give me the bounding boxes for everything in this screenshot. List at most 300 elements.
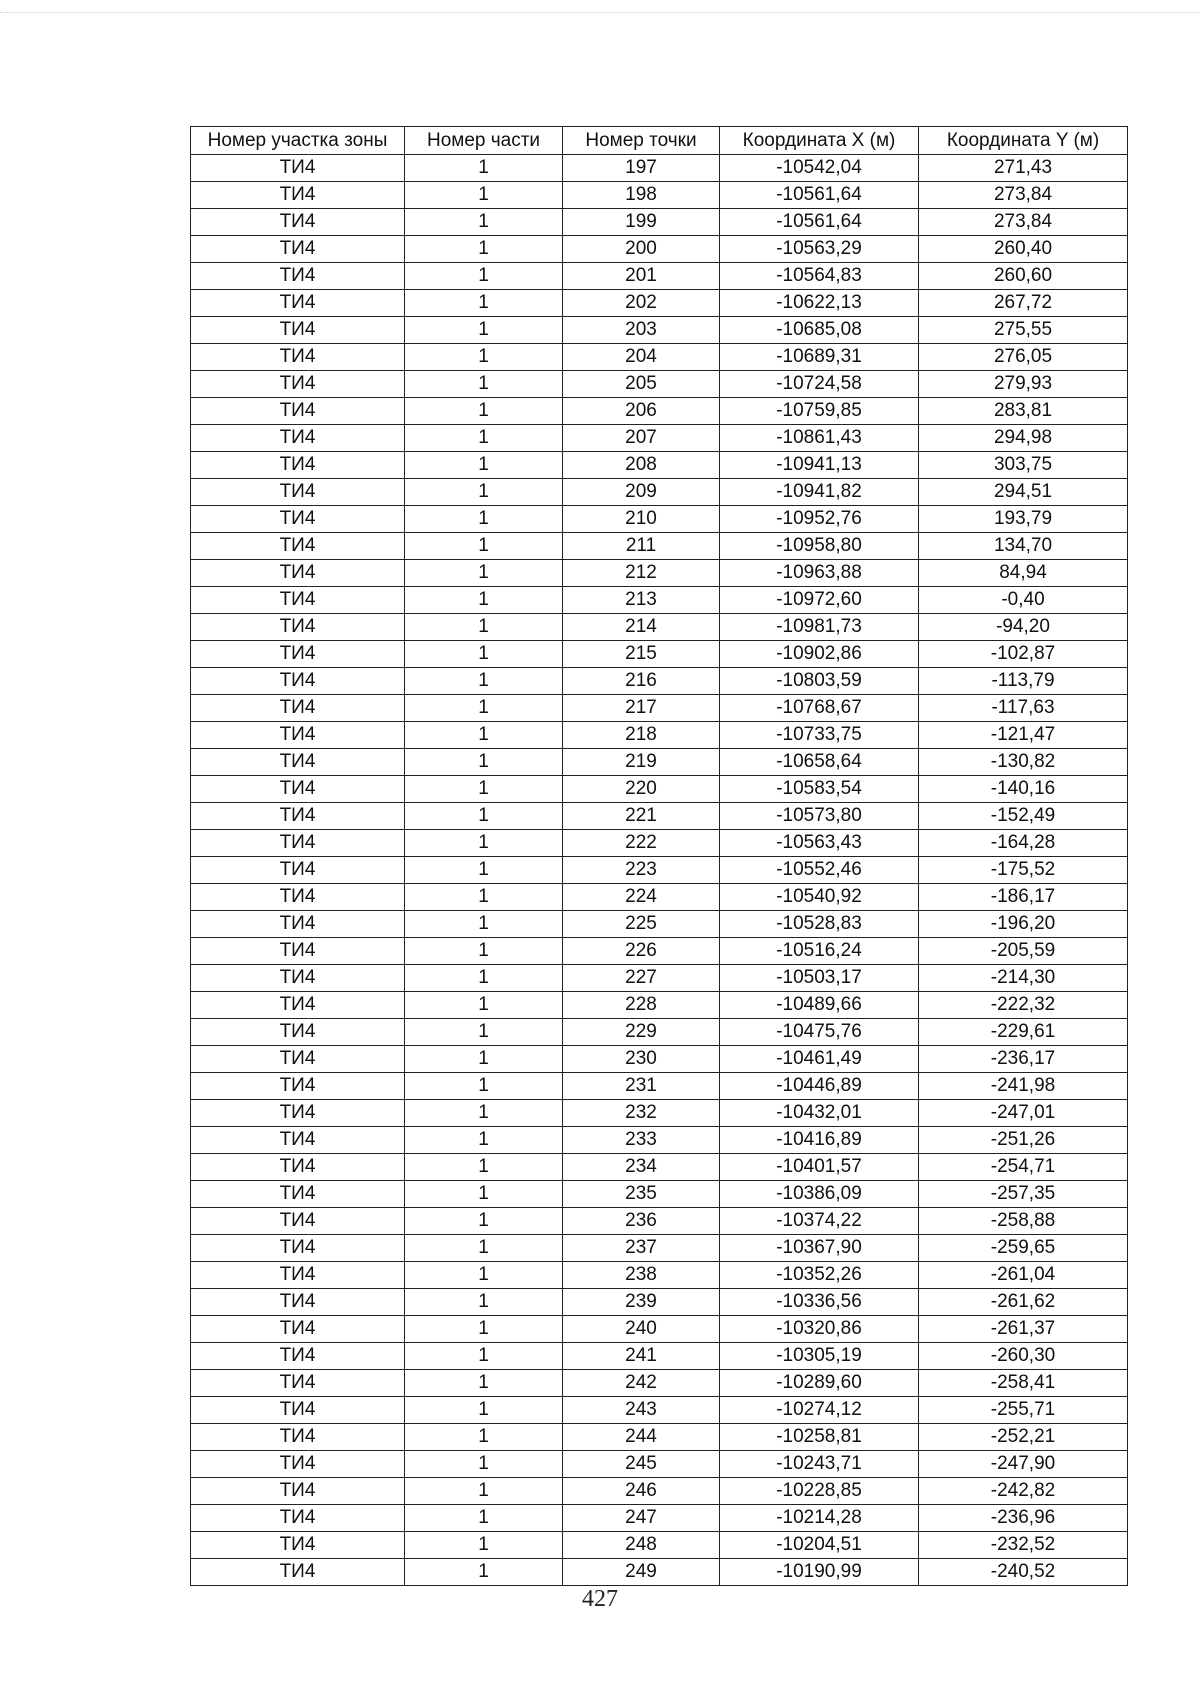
coordinate-y-cell: 271,43 (919, 155, 1128, 182)
coordinate-y-cell: -261,62 (919, 1289, 1128, 1316)
part-number-cell: 1 (405, 236, 563, 263)
coordinate-x-cell: -10503,17 (720, 965, 919, 992)
zone-section-cell: ТИ4 (191, 1235, 405, 1262)
part-number-cell: 1 (405, 1532, 563, 1559)
table-row (191, 641, 1128, 668)
part-number-cell: 1 (405, 533, 563, 560)
point-number-cell: 242 (563, 1370, 720, 1397)
point-number-cell: 237 (563, 1235, 720, 1262)
table-row (191, 506, 1128, 533)
point-number-cell: 226 (563, 938, 720, 965)
point-number-cell: 197 (563, 155, 720, 182)
part-number-cell: 1 (405, 911, 563, 938)
zone-section-cell: ТИ4 (191, 1532, 405, 1559)
table-row (191, 1073, 1128, 1100)
table-row (191, 1397, 1128, 1424)
part-number-cell: 1 (405, 452, 563, 479)
zone-section-cell: ТИ4 (191, 398, 405, 425)
table-row (191, 1262, 1128, 1289)
coordinate-x-cell: -10583,54 (720, 776, 919, 803)
zone-section-cell: ТИ4 (191, 155, 405, 182)
coordinate-x-cell: -10563,29 (720, 236, 919, 263)
table-row (191, 1046, 1128, 1073)
coordinate-y-cell: 294,51 (919, 479, 1128, 506)
header-point-number: Номер точки (563, 127, 720, 155)
zone-section-cell: ТИ4 (191, 263, 405, 290)
table-row (191, 965, 1128, 992)
part-number-cell: 1 (405, 965, 563, 992)
coordinate-x-cell: -10972,60 (720, 587, 919, 614)
zone-section-cell: ТИ4 (191, 1316, 405, 1343)
zone-section-cell: ТИ4 (191, 182, 405, 209)
table-row (191, 1316, 1128, 1343)
part-number-cell: 1 (405, 1397, 563, 1424)
point-number-cell: 233 (563, 1127, 720, 1154)
zone-section-cell: ТИ4 (191, 587, 405, 614)
coordinate-y-cell: -205,59 (919, 938, 1128, 965)
part-number-cell: 1 (405, 425, 563, 452)
part-number-cell: 1 (405, 884, 563, 911)
header-part-number: Номер части (405, 127, 563, 155)
coordinate-y-cell: -196,20 (919, 911, 1128, 938)
coordinate-y-cell: -251,26 (919, 1127, 1128, 1154)
point-number-cell: 220 (563, 776, 720, 803)
part-number-cell: 1 (405, 182, 563, 209)
coordinate-y-cell: -259,65 (919, 1235, 1128, 1262)
coordinate-x-cell: -10573,80 (720, 803, 919, 830)
zone-section-cell: ТИ4 (191, 830, 405, 857)
zone-section-cell: ТИ4 (191, 479, 405, 506)
table-row (191, 317, 1128, 344)
point-number-cell: 229 (563, 1019, 720, 1046)
coordinate-x-cell: -10432,01 (720, 1100, 919, 1127)
zone-section-cell: ТИ4 (191, 722, 405, 749)
point-number-cell: 206 (563, 398, 720, 425)
coordinate-x-cell: -10685,08 (720, 317, 919, 344)
coordinate-y-cell: 283,81 (919, 398, 1128, 425)
point-number-cell: 249 (563, 1559, 720, 1586)
table-row (191, 857, 1128, 884)
coordinate-y-cell: -257,35 (919, 1181, 1128, 1208)
table-row (191, 1532, 1128, 1559)
part-number-cell: 1 (405, 344, 563, 371)
coordinate-x-cell: -10941,82 (720, 479, 919, 506)
zone-section-cell: ТИ4 (191, 1208, 405, 1235)
table-header (191, 127, 1128, 155)
coordinate-x-cell: -10952,76 (720, 506, 919, 533)
coordinate-x-cell: -10759,85 (720, 398, 919, 425)
table-row (191, 209, 1128, 236)
coordinate-y-cell: -140,16 (919, 776, 1128, 803)
point-number-cell: 223 (563, 857, 720, 884)
table-row (191, 1505, 1128, 1532)
table-row (191, 1235, 1128, 1262)
point-number-cell: 222 (563, 830, 720, 857)
scan-edge-line (0, 0, 1200, 13)
table-row (191, 371, 1128, 398)
point-number-cell: 227 (563, 965, 720, 992)
coordinate-y-cell: -247,90 (919, 1451, 1128, 1478)
table-row (191, 911, 1128, 938)
coordinate-x-cell: -10564,83 (720, 263, 919, 290)
point-number-cell: 248 (563, 1532, 720, 1559)
coordinate-x-cell: -10552,46 (720, 857, 919, 884)
part-number-cell: 1 (405, 992, 563, 1019)
point-number-cell: 215 (563, 641, 720, 668)
coordinate-y-cell: -261,37 (919, 1316, 1128, 1343)
coordinates-table (190, 126, 1128, 1586)
table-row (191, 1100, 1128, 1127)
zone-section-cell: ТИ4 (191, 992, 405, 1019)
zone-section-cell: ТИ4 (191, 1478, 405, 1505)
coordinate-y-cell: 193,79 (919, 506, 1128, 533)
part-number-cell: 1 (405, 371, 563, 398)
coordinate-y-cell: -252,21 (919, 1424, 1128, 1451)
coordinate-x-cell: -10289,60 (720, 1370, 919, 1397)
point-number-cell: 232 (563, 1100, 720, 1127)
part-number-cell: 1 (405, 560, 563, 587)
coordinate-x-cell: -10489,66 (720, 992, 919, 1019)
part-number-cell: 1 (405, 290, 563, 317)
point-number-cell: 213 (563, 587, 720, 614)
coordinate-x-cell: -10475,76 (720, 1019, 919, 1046)
zone-section-cell: ТИ4 (191, 1154, 405, 1181)
part-number-cell: 1 (405, 317, 563, 344)
table-row (191, 533, 1128, 560)
part-number-cell: 1 (405, 695, 563, 722)
table-row (191, 668, 1128, 695)
coordinate-y-cell: -261,04 (919, 1262, 1128, 1289)
header-zone-section: Номер участка зоны (191, 127, 405, 155)
zone-section-cell: ТИ4 (191, 803, 405, 830)
table-row (191, 263, 1128, 290)
part-number-cell: 1 (405, 209, 563, 236)
point-number-cell: 247 (563, 1505, 720, 1532)
zone-section-cell: ТИ4 (191, 290, 405, 317)
part-number-cell: 1 (405, 506, 563, 533)
coordinate-y-cell: -254,71 (919, 1154, 1128, 1181)
zone-section-cell: ТИ4 (191, 1127, 405, 1154)
point-number-cell: 209 (563, 479, 720, 506)
zone-section-cell: ТИ4 (191, 209, 405, 236)
part-number-cell: 1 (405, 668, 563, 695)
part-number-cell: 1 (405, 155, 563, 182)
header-coordinate-y: Координата Y (м) (919, 127, 1128, 155)
coordinate-y-cell: -164,28 (919, 830, 1128, 857)
page-number: 427 (582, 1586, 618, 1612)
point-number-cell: 243 (563, 1397, 720, 1424)
coordinate-y-cell: 275,55 (919, 317, 1128, 344)
coordinate-y-cell: 273,84 (919, 209, 1128, 236)
coordinate-x-cell: -10528,83 (720, 911, 919, 938)
part-number-cell: 1 (405, 1073, 563, 1100)
coordinate-y-cell: -186,17 (919, 884, 1128, 911)
coordinate-y-cell: -121,47 (919, 722, 1128, 749)
zone-section-cell: ТИ4 (191, 776, 405, 803)
part-number-cell: 1 (405, 614, 563, 641)
coordinate-y-cell: 273,84 (919, 182, 1128, 209)
coordinate-x-cell: -10768,67 (720, 695, 919, 722)
part-number-cell: 1 (405, 263, 563, 290)
coordinate-y-cell: 260,60 (919, 263, 1128, 290)
coordinate-y-cell: -214,30 (919, 965, 1128, 992)
part-number-cell: 1 (405, 1343, 563, 1370)
coordinate-x-cell: -10658,64 (720, 749, 919, 776)
coordinate-x-cell: -10622,13 (720, 290, 919, 317)
coordinate-y-cell: -255,71 (919, 1397, 1128, 1424)
coordinate-y-cell: -94,20 (919, 614, 1128, 641)
point-number-cell: 203 (563, 317, 720, 344)
zone-section-cell: ТИ4 (191, 749, 405, 776)
coordinate-x-cell: -10540,92 (720, 884, 919, 911)
table-row (191, 1181, 1128, 1208)
coordinate-x-cell: -10733,75 (720, 722, 919, 749)
zone-section-cell: ТИ4 (191, 1559, 405, 1586)
part-number-cell: 1 (405, 398, 563, 425)
zone-section-cell: ТИ4 (191, 1046, 405, 1073)
coordinate-x-cell: -10228,85 (720, 1478, 919, 1505)
zone-section-cell: ТИ4 (191, 560, 405, 587)
point-number-cell: 198 (563, 182, 720, 209)
table-row (191, 722, 1128, 749)
coordinate-y-cell: -240,52 (919, 1559, 1128, 1586)
coordinate-x-cell: -10689,31 (720, 344, 919, 371)
zone-section-cell: ТИ4 (191, 1073, 405, 1100)
point-number-cell: 217 (563, 695, 720, 722)
table-row (191, 1559, 1128, 1586)
coordinate-x-cell: -10561,64 (720, 182, 919, 209)
zone-section-cell: ТИ4 (191, 965, 405, 992)
coordinate-y-cell: -236,17 (919, 1046, 1128, 1073)
zone-section-cell: ТИ4 (191, 1424, 405, 1451)
coordinate-x-cell: -10902,86 (720, 641, 919, 668)
part-number-cell: 1 (405, 1019, 563, 1046)
point-number-cell: 199 (563, 209, 720, 236)
zone-section-cell: ТИ4 (191, 1397, 405, 1424)
part-number-cell: 1 (405, 1424, 563, 1451)
coordinate-y-cell: -258,41 (919, 1370, 1128, 1397)
point-number-cell: 234 (563, 1154, 720, 1181)
part-number-cell: 1 (405, 1559, 563, 1586)
table-body (191, 155, 1128, 1586)
table-row (191, 587, 1128, 614)
zone-section-cell: ТИ4 (191, 371, 405, 398)
point-number-cell: 201 (563, 263, 720, 290)
coordinate-x-cell: -10516,24 (720, 938, 919, 965)
point-number-cell: 224 (563, 884, 720, 911)
coordinate-x-cell: -10274,12 (720, 1397, 919, 1424)
point-number-cell: 204 (563, 344, 720, 371)
coordinate-y-cell: -229,61 (919, 1019, 1128, 1046)
zone-section-cell: ТИ4 (191, 668, 405, 695)
coordinate-y-cell: 260,40 (919, 236, 1128, 263)
coordinate-y-cell: 267,72 (919, 290, 1128, 317)
zone-section-cell: ТИ4 (191, 533, 405, 560)
part-number-cell: 1 (405, 1262, 563, 1289)
point-number-cell: 218 (563, 722, 720, 749)
coordinate-y-cell: -232,52 (919, 1532, 1128, 1559)
part-number-cell: 1 (405, 1208, 563, 1235)
table-row (191, 749, 1128, 776)
part-number-cell: 1 (405, 803, 563, 830)
table-row (191, 560, 1128, 587)
coordinate-y-cell: -152,49 (919, 803, 1128, 830)
table-row (191, 425, 1128, 452)
point-number-cell: 236 (563, 1208, 720, 1235)
zone-section-cell: ТИ4 (191, 425, 405, 452)
table-row (191, 290, 1128, 317)
coordinate-x-cell: -10374,22 (720, 1208, 919, 1235)
point-number-cell: 228 (563, 992, 720, 1019)
point-number-cell: 240 (563, 1316, 720, 1343)
table-row (191, 803, 1128, 830)
zone-section-cell: ТИ4 (191, 884, 405, 911)
coordinate-x-cell: -10542,04 (720, 155, 919, 182)
zone-section-cell: ТИ4 (191, 1262, 405, 1289)
table-row (191, 1478, 1128, 1505)
zone-section-cell: ТИ4 (191, 938, 405, 965)
coordinate-y-cell: -175,52 (919, 857, 1128, 884)
header-row (191, 127, 1128, 155)
point-number-cell: 216 (563, 668, 720, 695)
coordinate-x-cell: -10561,64 (720, 209, 919, 236)
point-number-cell: 214 (563, 614, 720, 641)
point-number-cell: 230 (563, 1046, 720, 1073)
part-number-cell: 1 (405, 722, 563, 749)
coordinate-x-cell: -10305,19 (720, 1343, 919, 1370)
zone-section-cell: ТИ4 (191, 452, 405, 479)
table-row (191, 992, 1128, 1019)
coordinate-x-cell: -10461,49 (720, 1046, 919, 1073)
zone-section-cell: ТИ4 (191, 1343, 405, 1370)
coordinate-y-cell: 84,94 (919, 560, 1128, 587)
coordinate-x-cell: -10958,80 (720, 533, 919, 560)
table-row (191, 1019, 1128, 1046)
coordinate-x-cell: -10243,71 (720, 1451, 919, 1478)
zone-section-cell: ТИ4 (191, 506, 405, 533)
part-number-cell: 1 (405, 1451, 563, 1478)
point-number-cell: 219 (563, 749, 720, 776)
coordinate-y-cell: -242,82 (919, 1478, 1128, 1505)
zone-section-cell: ТИ4 (191, 317, 405, 344)
coordinate-x-cell: -10803,59 (720, 668, 919, 695)
table-row (191, 1370, 1128, 1397)
part-number-cell: 1 (405, 641, 563, 668)
coordinate-y-cell: -236,96 (919, 1505, 1128, 1532)
part-number-cell: 1 (405, 1100, 563, 1127)
coordinate-y-cell: -258,88 (919, 1208, 1128, 1235)
table-row (191, 1127, 1128, 1154)
point-number-cell: 239 (563, 1289, 720, 1316)
part-number-cell: 1 (405, 938, 563, 965)
part-number-cell: 1 (405, 1289, 563, 1316)
table-row (191, 479, 1128, 506)
part-number-cell: 1 (405, 587, 563, 614)
table-row (191, 1289, 1128, 1316)
coordinate-x-cell: -10386,09 (720, 1181, 919, 1208)
table-row (191, 182, 1128, 209)
point-number-cell: 231 (563, 1073, 720, 1100)
part-number-cell: 1 (405, 1505, 563, 1532)
point-number-cell: 200 (563, 236, 720, 263)
part-number-cell: 1 (405, 830, 563, 857)
zone-section-cell: ТИ4 (191, 1100, 405, 1127)
coordinate-y-cell: -222,32 (919, 992, 1128, 1019)
coordinate-y-cell: -113,79 (919, 668, 1128, 695)
coordinate-x-cell: -10401,57 (720, 1154, 919, 1181)
zone-section-cell: ТИ4 (191, 1019, 405, 1046)
part-number-cell: 1 (405, 857, 563, 884)
coordinate-y-cell: 279,93 (919, 371, 1128, 398)
table-row (191, 938, 1128, 965)
part-number-cell: 1 (405, 1127, 563, 1154)
part-number-cell: 1 (405, 1046, 563, 1073)
table-row (191, 398, 1128, 425)
coordinate-x-cell: -10724,58 (720, 371, 919, 398)
coordinate-x-cell: -10336,56 (720, 1289, 919, 1316)
table-row (191, 1424, 1128, 1451)
coordinate-x-cell: -10416,89 (720, 1127, 919, 1154)
coordinate-x-cell: -10367,90 (720, 1235, 919, 1262)
part-number-cell: 1 (405, 1181, 563, 1208)
part-number-cell: 1 (405, 1316, 563, 1343)
zone-section-cell: ТИ4 (191, 641, 405, 668)
table-row (191, 884, 1128, 911)
coordinate-x-cell: -10258,81 (720, 1424, 919, 1451)
point-number-cell: 245 (563, 1451, 720, 1478)
point-number-cell: 225 (563, 911, 720, 938)
point-number-cell: 241 (563, 1343, 720, 1370)
coordinate-x-cell: -10214,28 (720, 1505, 919, 1532)
coordinate-y-cell: 294,98 (919, 425, 1128, 452)
table-row (191, 1451, 1128, 1478)
table-row (191, 1154, 1128, 1181)
coordinate-y-cell: 276,05 (919, 344, 1128, 371)
part-number-cell: 1 (405, 479, 563, 506)
coordinate-y-cell: -0,40 (919, 587, 1128, 614)
point-number-cell: 211 (563, 533, 720, 560)
coordinate-y-cell: 134,70 (919, 533, 1128, 560)
part-number-cell: 1 (405, 1235, 563, 1262)
part-number-cell: 1 (405, 1370, 563, 1397)
zone-section-cell: ТИ4 (191, 911, 405, 938)
point-number-cell: 212 (563, 560, 720, 587)
coordinate-y-cell: -247,01 (919, 1100, 1128, 1127)
coordinate-y-cell: -117,63 (919, 695, 1128, 722)
part-number-cell: 1 (405, 1154, 563, 1181)
coordinate-x-cell: -10981,73 (720, 614, 919, 641)
coordinate-x-cell: -10963,88 (720, 560, 919, 587)
table-row (191, 155, 1128, 182)
coordinate-x-cell: -10941,13 (720, 452, 919, 479)
coordinate-x-cell: -10861,43 (720, 425, 919, 452)
zone-section-cell: ТИ4 (191, 1289, 405, 1316)
part-number-cell: 1 (405, 749, 563, 776)
table-row (191, 830, 1128, 857)
zone-section-cell: ТИ4 (191, 1181, 405, 1208)
coordinate-y-cell: -102,87 (919, 641, 1128, 668)
coordinate-x-cell: -10352,26 (720, 1262, 919, 1289)
point-number-cell: 246 (563, 1478, 720, 1505)
point-number-cell: 221 (563, 803, 720, 830)
table-row (191, 614, 1128, 641)
coordinate-y-cell: -260,30 (919, 1343, 1128, 1370)
table-row (191, 1208, 1128, 1235)
point-number-cell: 207 (563, 425, 720, 452)
table-row (191, 1343, 1128, 1370)
point-number-cell: 208 (563, 452, 720, 479)
coordinate-y-cell: 303,75 (919, 452, 1128, 479)
